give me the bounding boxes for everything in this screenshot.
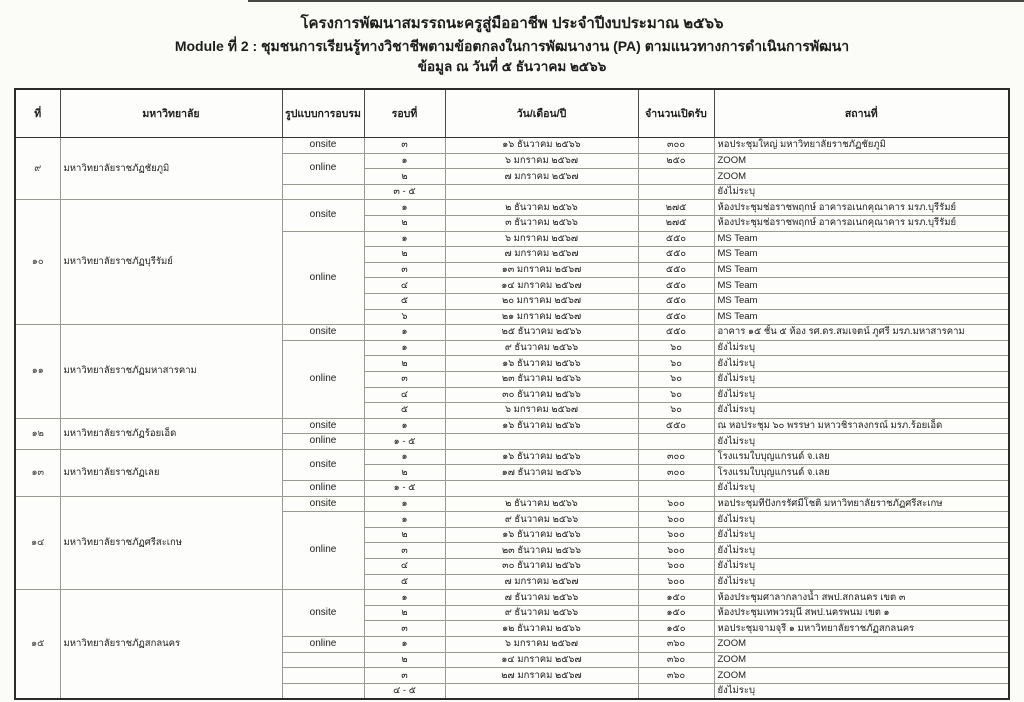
round-cell: ๑: [364, 231, 445, 247]
venue-cell: ห้องประชุมศาลากลางน้ำ สพป.สกลนคร เขต ๓: [714, 590, 1009, 606]
venue-cell: ยังไม่ระบุ: [714, 371, 1009, 387]
date-cell: ๓๐ ธันวาคม ๒๕๖๖: [445, 559, 638, 575]
capacity-cell: ๖๐: [638, 340, 714, 356]
round-cell: ๓: [364, 138, 445, 154]
date-cell: ๑๔ มกราคม ๒๕๖๗: [445, 278, 638, 294]
capacity-cell: ๓๐๐: [638, 449, 714, 465]
round-cell: ๒: [364, 465, 445, 481]
date-cell: [445, 184, 638, 200]
round-cell: ๑ - ๕: [364, 481, 445, 497]
capacity-cell: ๑๕๐: [638, 590, 714, 606]
capacity-cell: ๓๖๐: [638, 652, 714, 668]
capacity-cell: ๕๕๐: [638, 262, 714, 278]
date-cell: ๗ มกราคม ๒๕๖๗: [445, 169, 638, 185]
table-row: [15, 325, 1009, 341]
row-number-cell: ๑๒: [15, 418, 60, 449]
capacity-cell: ๖๐๐: [638, 543, 714, 559]
university-cell: มหาวิทยาลัยราชภัฏร้อยเอ็ด: [60, 418, 282, 449]
capacity-cell: ๖๐: [638, 356, 714, 372]
date-cell: ๑๖ ธันวาคม ๒๕๖๖: [445, 138, 638, 154]
venue-cell: ยังไม่ระบุ: [714, 512, 1009, 528]
date-cell: ๙ ธันวาคม ๒๕๖๖: [445, 512, 638, 528]
capacity-cell: [638, 481, 714, 497]
university-cell: มหาวิทยาลัยราชภัฏศรีสะเกษ: [60, 496, 282, 590]
university-cell: มหาวิทยาลัยราชภัฏสกลนคร: [60, 590, 282, 700]
header-training-format: รูปแบบการอบรม: [282, 89, 364, 138]
venue-cell: ยังไม่ระบุ: [714, 683, 1009, 699]
capacity-cell: [638, 169, 714, 185]
date-cell: [445, 481, 638, 497]
date-cell: ๙ ธันวาคม ๒๕๖๖: [445, 605, 638, 621]
date-cell: ๙ ธันวาคม ๒๕๖๖: [445, 340, 638, 356]
date-cell: ๓๐ ธันวาคม ๒๕๖๖: [445, 387, 638, 403]
venue-cell: ณ หอประชุม ๖๐ พรรษา มหาวชิราลงกรณ์ มรภ.ร้อยเอ็ด: [714, 418, 1009, 434]
date-cell: ๒๑ มกราคม ๒๕๖๗: [445, 309, 638, 325]
training-schedule-table: [14, 88, 1010, 700]
venue-cell: ยังไม่ระบุ: [714, 559, 1009, 575]
round-cell: ๔: [364, 559, 445, 575]
round-cell: ๒: [364, 247, 445, 263]
university-cell: มหาวิทยาลัยราชภัฏชัยภูมิ: [60, 138, 282, 200]
table-row: [15, 590, 1009, 606]
header-no: ที่: [15, 89, 60, 138]
round-cell: ๓: [364, 371, 445, 387]
venue-cell: ยังไม่ระบุ: [714, 340, 1009, 356]
training-format-cell: [282, 184, 364, 200]
date-cell: ๑๔ มกราคม ๒๕๖๗: [445, 652, 638, 668]
venue-cell: ZOOM: [714, 153, 1009, 169]
table-row: [15, 200, 1009, 216]
venue-cell: MS Team: [714, 278, 1009, 294]
training-format-cell: onsite: [282, 138, 364, 154]
training-format-cell: online: [282, 153, 364, 184]
capacity-cell: ๒๗๕: [638, 215, 714, 231]
capacity-cell: ๖๐๐: [638, 496, 714, 512]
header-capacity: จำนวนเปิดรับ: [638, 89, 714, 138]
capacity-cell: ๕๕๐: [638, 418, 714, 434]
capacity-cell: ๖๐๐: [638, 527, 714, 543]
capacity-cell: ๓๐๐: [638, 138, 714, 154]
row-number-cell: ๑๐: [15, 200, 60, 325]
round-cell: ๒: [364, 652, 445, 668]
document-header: [0, 0, 1024, 77]
scan-edge-artifact: [248, 0, 1024, 2]
venue-cell: โรงแรมใบบุญแกรนด์ จ.เลย: [714, 465, 1009, 481]
date-cell: ๖ มกราคม ๒๕๖๗: [445, 403, 638, 419]
round-cell: ๑: [364, 153, 445, 169]
table-row: [15, 449, 1009, 465]
table-row: [15, 496, 1009, 512]
venue-cell: MS Team: [714, 262, 1009, 278]
round-cell: ๑: [364, 200, 445, 216]
venue-cell: ยังไม่ระบุ: [714, 527, 1009, 543]
date-cell: ๖ มกราคม ๒๕๖๗: [445, 637, 638, 653]
capacity-cell: [638, 683, 714, 699]
date-cell: ๓ ธันวาคม ๒๕๖๖: [445, 215, 638, 231]
training-format-cell: online: [282, 637, 364, 653]
capacity-cell: ๑๕๐: [638, 621, 714, 637]
capacity-cell: ๖๐: [638, 387, 714, 403]
date-cell: ๑๓ มกราคม ๒๕๖๗: [445, 262, 638, 278]
round-cell: ๒: [364, 356, 445, 372]
venue-cell: ยังไม่ระบุ: [714, 543, 1009, 559]
training-format-cell: onsite: [282, 449, 364, 480]
training-format-cell: onsite: [282, 418, 364, 434]
capacity-cell: [638, 434, 714, 450]
round-cell: ๑: [364, 512, 445, 528]
round-cell: ๑: [364, 449, 445, 465]
university-cell: มหาวิทยาลัยราชภัฏมหาสารคาม: [60, 325, 282, 419]
venue-cell: หอประชุมทีปังกรรัศมีโชติ มหาวิทยาลัยราชภัฏศรีสะเกษ: [714, 496, 1009, 512]
date-cell: ๖ มกราคม ๒๕๖๗: [445, 231, 638, 247]
venue-cell: หอประชุมจามจุรี ๑ มหาวิทยาลัยราชภัฏสกลนคร: [714, 621, 1009, 637]
capacity-cell: ๖๐๐: [638, 512, 714, 528]
date-cell: ๒๗ มกราคม ๒๕๖๗: [445, 668, 638, 684]
training-format-cell: onsite: [282, 325, 364, 341]
venue-cell: ยังไม่ระบุ: [714, 356, 1009, 372]
venue-cell: MS Team: [714, 231, 1009, 247]
round-cell: ๓: [364, 543, 445, 559]
capacity-cell: ๕๕๐: [638, 309, 714, 325]
capacity-cell: ๓๖๐: [638, 668, 714, 684]
table-body: [15, 138, 1009, 700]
venue-cell: MS Team: [714, 293, 1009, 309]
capacity-cell: ๖๐๐: [638, 559, 714, 575]
round-cell: ๒: [364, 215, 445, 231]
round-cell: ๓: [364, 668, 445, 684]
date-cell: ๑๖ ธันวาคม ๒๕๖๖: [445, 449, 638, 465]
venue-cell: ยังไม่ระบุ: [714, 434, 1009, 450]
table-header: [15, 89, 1009, 138]
training-format-cell: online: [282, 231, 364, 325]
venue-cell: MS Team: [714, 247, 1009, 263]
data-as-of-date: ข้อมูล ณ วันที่ ๕ ธันวาคม ๒๕๖๖: [417, 58, 607, 74]
venue-cell: โรงแรมใบบุญแกรนด์ จ.เลย: [714, 449, 1009, 465]
capacity-cell: ๖๐: [638, 403, 714, 419]
capacity-cell: [638, 184, 714, 200]
header-round: รอบที่: [364, 89, 445, 138]
venue-cell: อาคาร ๑๕ ชั้น ๕ ห้อง รศ.ดร.สมเจตน์ ภูศรี มรภ.มหาสารคาม: [714, 325, 1009, 341]
row-number-cell: ๑๔: [15, 496, 60, 590]
training-format-cell: [282, 668, 364, 684]
training-format-cell: online: [282, 512, 364, 590]
venue-cell: ZOOM: [714, 668, 1009, 684]
date-cell: ๑๖ ธันวาคม ๒๕๖๖: [445, 527, 638, 543]
date-cell: ๑๒ ธันวาคม ๒๕๖๖: [445, 621, 638, 637]
training-format-cell: [282, 652, 364, 668]
training-format-cell: onsite: [282, 200, 364, 231]
capacity-cell: ๕๕๐: [638, 325, 714, 341]
date-cell: ๖ มกราคม ๒๕๖๗: [445, 153, 638, 169]
document-subtitle: Module ที่ 2 : ชุมชนการเรียนรู้ทางวิชาชีพตามข้อตกลงในการพัฒนางาน (PA) ตามแนวทางการดำเนินการพัฒนา: [174, 37, 850, 54]
training-format-cell: online: [282, 434, 364, 450]
venue-cell: ห้องประชุมช่อราชพฤกษ์ อาคารอเนกคุณาคาร มรภ.บุรีรัมย์: [714, 200, 1009, 216]
round-cell: ๔: [364, 278, 445, 294]
round-cell: ๑: [364, 590, 445, 606]
table-header-row: [15, 89, 1009, 138]
date-cell: [445, 683, 638, 699]
row-number-cell: ๙: [15, 138, 60, 200]
venue-cell: ยังไม่ระบุ: [714, 481, 1009, 497]
round-cell: ๓ - ๕: [364, 184, 445, 200]
capacity-cell: ๓๖๐: [638, 637, 714, 653]
venue-cell: ZOOM: [714, 169, 1009, 185]
venue-cell: หอประชุมใหญ่ มหาวิทยาลัยราชภัฏชัยภูมิ: [714, 138, 1009, 154]
table-row: [15, 418, 1009, 434]
capacity-cell: ๓๐๐: [638, 465, 714, 481]
venue-cell: ห้องประชุมเทพวรมุนี สพป.นครพนม เขต ๑: [714, 605, 1009, 621]
round-cell: ๕: [364, 403, 445, 419]
row-number-cell: ๑๕: [15, 590, 60, 700]
row-number-cell: ๑๑: [15, 325, 60, 419]
venue-cell: MS Team: [714, 309, 1009, 325]
venue-cell: ยังไม่ระบุ: [714, 403, 1009, 419]
capacity-cell: ๕๕๐: [638, 293, 714, 309]
header-venue: สถานที่: [714, 89, 1009, 138]
round-cell: ๔ - ๕: [364, 683, 445, 699]
date-cell: ๒ ธันวาคม ๒๕๖๖: [445, 200, 638, 216]
date-cell: ๑๖ ธันวาคม ๒๕๖๖: [445, 418, 638, 434]
round-cell: ๑: [364, 418, 445, 434]
round-cell: ๑: [364, 340, 445, 356]
round-cell: ๕: [364, 574, 445, 590]
capacity-cell: ๖๐๐: [638, 574, 714, 590]
round-cell: ๓: [364, 621, 445, 637]
date-cell: ๒๓ ธันวาคม ๒๕๖๖: [445, 371, 638, 387]
round-cell: ๕: [364, 293, 445, 309]
round-cell: ๑ - ๕: [364, 434, 445, 450]
capacity-cell: ๒๗๕: [638, 200, 714, 216]
capacity-cell: ๕๕๐: [638, 247, 714, 263]
date-cell: ๒๕ ธันวาคม ๒๕๖๖: [445, 325, 638, 341]
capacity-cell: ๕๕๐: [638, 231, 714, 247]
round-cell: ๔: [364, 387, 445, 403]
capacity-cell: ๑๕๐: [638, 605, 714, 621]
date-cell: ๑๖ ธันวาคม ๒๕๖๖: [445, 356, 638, 372]
header-date: วัน/เดือน/ปี: [445, 89, 638, 138]
header-university: มหาวิทยาลัย: [60, 89, 282, 138]
venue-cell: ZOOM: [714, 637, 1009, 653]
date-cell: ๒ ธันวาคม ๒๕๖๖: [445, 496, 638, 512]
round-cell: ๑: [364, 325, 445, 341]
date-cell: ๗ มกราคม ๒๕๖๗: [445, 574, 638, 590]
venue-cell: ยังไม่ระบุ: [714, 184, 1009, 200]
capacity-cell: ๕๕๐: [638, 278, 714, 294]
venue-cell: ZOOM: [714, 652, 1009, 668]
university-cell: มหาวิทยาลัยราชภัฏเลย: [60, 449, 282, 496]
date-cell: ๗ มกราคม ๒๕๖๗: [445, 247, 638, 263]
date-cell: ๑๗ ธันวาคม ๒๕๖๖: [445, 465, 638, 481]
venue-cell: ห้องประชุมช่อราชพฤกษ์ อาคารอเนกคุณาคาร มรภ.บุรีรัมย์: [714, 215, 1009, 231]
table-row: [15, 138, 1009, 154]
date-cell: [445, 434, 638, 450]
date-cell: ๒๓ ธันวาคม ๒๕๖๖: [445, 543, 638, 559]
capacity-cell: ๖๐: [638, 371, 714, 387]
university-cell: มหาวิทยาลัยราชภัฏบุรีรัมย์: [60, 200, 282, 325]
document-title: โครงการพัฒนาสมรรถนะครูสู่มืออาชีพ ประจำปีงบประมาณ ๒๕๖๖: [300, 15, 724, 32]
training-format-cell: online: [282, 340, 364, 418]
round-cell: ๒: [364, 605, 445, 621]
round-cell: ๓: [364, 262, 445, 278]
round-cell: ๑: [364, 496, 445, 512]
round-cell: ๑: [364, 637, 445, 653]
training-format-cell: [282, 683, 364, 699]
date-cell: ๒๐ มกราคม ๒๕๖๗: [445, 293, 638, 309]
round-cell: ๒: [364, 527, 445, 543]
round-cell: ๒: [364, 169, 445, 185]
date-cell: ๗ ธันวาคม ๒๕๖๖: [445, 590, 638, 606]
venue-cell: ยังไม่ระบุ: [714, 387, 1009, 403]
row-number-cell: ๑๓: [15, 449, 60, 496]
training-format-cell: onsite: [282, 590, 364, 637]
venue-cell: ยังไม่ระบุ: [714, 574, 1009, 590]
training-format-cell: online: [282, 481, 364, 497]
round-cell: ๖: [364, 309, 445, 325]
training-format-cell: onsite: [282, 496, 364, 512]
capacity-cell: ๒๕๐: [638, 153, 714, 169]
